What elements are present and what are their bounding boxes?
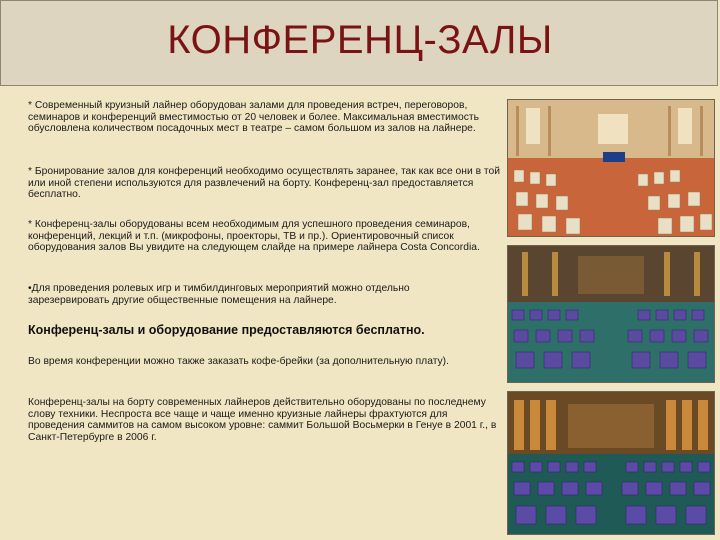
conference-hall-photo-2 xyxy=(508,246,714,382)
paragraph-booking: * Бронирование залов для конференций необходимо осуществлять заранее, так как все они в той или иной степени используются для развлечений на борту. Конференц-зал предоставляется бесплатно. xyxy=(28,166,500,201)
conference-hall-photo-3 xyxy=(508,392,714,534)
paragraph-capacity: * Современный круизный лайнер оборудован залами для проведения встреч, переговоров, семинаров и конференций вместимостью от 20 человек и более. Максимальная вместимость обусловлена количеством посадочных мест в театре – самом большом из залов на лайнере. xyxy=(28,100,479,135)
free-of-charge-note: Конференц-залы и оборудование предоставляются бесплатно. xyxy=(28,323,425,337)
paragraph-teambuilding: •Для проведения ролевых игр и тимбилдинговых мероприятий можно отдельно зарезервировать другие общественные помещения на лайнере. xyxy=(28,283,410,306)
slide-title: КОНФЕРЕНЦ-ЗАЛЫ xyxy=(167,18,553,62)
conference-hall-photo-1 xyxy=(508,100,714,236)
paragraph-equipment: * Конференц-залы оборудованы всем необходимым для успешного проведения семинаров, конференций, лекций и т.п. (микрофоны, проекторы, ТВ и пр.). Ориентировочный список оборудования залов Вы увидите на следующем слайде на примере лайнера Costa Concordia. xyxy=(28,219,480,254)
paragraph-summits: Конференц-залы на борту современных лайнеров действительно оборудованы по последнему слову техники. Неспроста все чаще и чаще именно круизные лайнеры фрахтуются для проведения саммитов на самом высоком уровне: саммит Большой Восьмерки в Генуе в 2001 г., в Санкт-Петербурге в 2006 г. xyxy=(28,397,497,443)
paragraph-coffee-break: Во время конференции можно также заказать кофе-брейки (за дополнительную плату). xyxy=(28,356,449,367)
